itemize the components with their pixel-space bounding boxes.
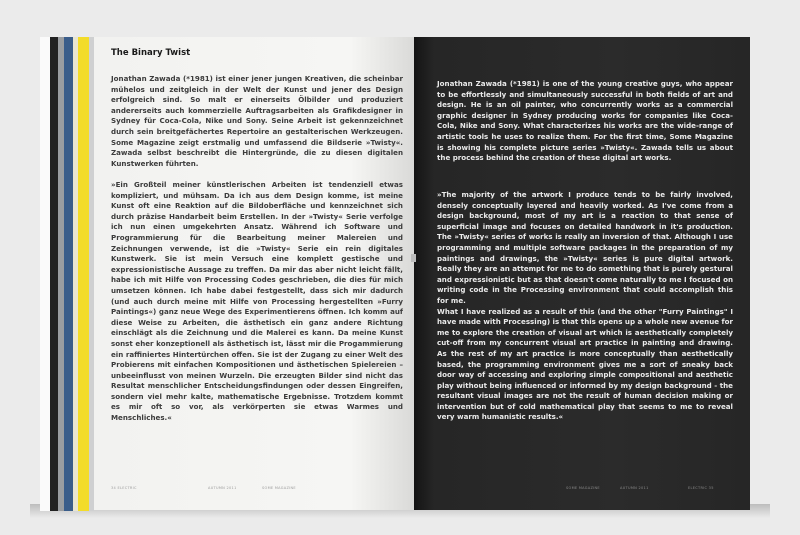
right-footer-issue: AUTUMN 2011 [620, 486, 649, 490]
left-footer-issue: AUTUMN 2011 [208, 486, 237, 490]
german-quote: »Ein Großteil meiner künstlerischen Arbeiten ist tendenziell etwas kompliziert, und mühsam. Da ich aus dem Design komme, ist meine Kunst oft eine Reaktion auf die Bildoberfläche und kennzeichnet sich durch präzise Handarbeit beim Erstellen. In der »Twisty« Serie verfolge ich nun einen umgekehrten Ansatz. Während ich Software und Programmierung für die Bearbeitung meiner Malereien und Zeichnungen verwende, ist die »Twisty« Serie ein rein digitales Kunstwerk. Sie ist mein Versuch eine komplett gestische und expressionistische Aussage zu treffen. Da mir das aber nicht leicht fällt, habe ich mit Hilfe von Processing Codes geschrieben, die dies für mich umsetzen können. Ich habe dabei festgestellt, dass sich mir dadurch (und auch durch meine mit Hilfe von Processing hergestellten »Furry Paintings«) ganz neue Wege des Experimentierens öffnen. Ich komm auf diese Weise zu Arbeiten, die ästhetisch ein ganz andere Richtung einschlägt als die Zeichnung und die Malerei es kann. Da meine Kunst sonst eher konzeptionell als ästhetisch ist, lässt mir die Progammierung ein raffiniertes Hintertürchen offen. Sie ist der Zugang zu einer Welt des Probierens mit einfachen Kompositionen und ästhetischen Spielereien – unbeeinflusst von meinen Wurzeln. Die erzeugten Bilder sind nicht das Resultat menschlicher Entscheidungsfindungen oder dessen Eingreifen, sondern viel mehr kalte, mathematische Ergebnisse. Trotzdem kommt es mir oft so vor, als verkörperten sie etwas Warmes und Menschliches.« [111, 180, 403, 423]
page-edge-blue [64, 37, 73, 511]
right-footer-section: ELECTRIC 35 [688, 486, 714, 490]
right-footer-magazine: SOME MAGAZINE [566, 486, 600, 490]
page-edge-yellow [78, 37, 89, 511]
left-footer-magazine: SOME MAGAZINE [262, 486, 296, 490]
page-edge-white [40, 37, 50, 511]
article-title: The Binary Twist [111, 48, 191, 58]
english-intro: Jonathan Zawada (*1981) is one of the young creative guys, who appear to be effortlessly and simultaneously successful in both fields of art and design. He is an oil painter, who concurrently works as a commercial graphic designer in Sydney producing works for companies like Coca-Cola, Nike and Sony. What characterizes his works are the wide-range of artistic tools he uses to realize them. For the first time, Some Magazine is showing his complete picture series »Twisty«. Zawada tells us about the process behind the creation of these digital art works. [437, 79, 733, 163]
binding-staple [411, 254, 416, 262]
page-edge-black [50, 37, 58, 511]
english-quote: »The majority of the artwork I produce tends to be fairly involved, densely conceptually layered and heavily worked. As I've come from a design background, most of my art is a reaction to that sense of superficial image and focuses on detailed handwork in it's production. The »Twisty« series of works is really an inversion of that. Although I use programming and multiple software packages in the preparation of my paintings and drawings, the »Twisty« series is pure digital artwork. Really they are an attempt for me to do something that is purely gestural and expressionistic but as that doesn't come naturally to me I focused on writing code in the Processing environment that could accomplish this for me. What I have realized as a result of this (and the other "Furry Paintings" I have made with Processing) is that this opens up a whole new avenue for me to explore the creation of visual art which is aesthetically completely cut-off from my concurrent visual art practice in painting and drawing. As the rest of my art practice is more conceptually than aesthetically based, the programming environment gives me a sort of sneaky back door way of accessing and exploring simple compositional and aesthetic play without being influenced or informed by my design background - the resultant visual images are not the result of human decision making or intervention but of cold mathematical play that seems to me to reveal very warm humanistic results.« [437, 190, 733, 422]
german-intro: Jonathan Zawada (*1981) ist einer jener jungen Kreativen, die scheinbar mühelos und zeitgleich in der Welt der Kunst und jener des Design erfolgreich sind. So malt er einerseits Ölbilder und produziert andererseits auch kommerzielle Auftragsarbeiten als Grafikdesigner in Sydney für Coca-Cola, Nike und Sony. Seine Arbeit ist gekennzeichnet durch sein breitgefächertes Repertoire an gestalterischen Werkzeugen. Some Magazine zeigt erstmalig und umfassend die Bildserie »Twisty«. Zawada selbst beschreibt die Hintergründe, die zu diesen digitalen Kunstwerken führten. [111, 74, 403, 168]
left-footer-section: 34 ELECTRIC [111, 486, 137, 490]
